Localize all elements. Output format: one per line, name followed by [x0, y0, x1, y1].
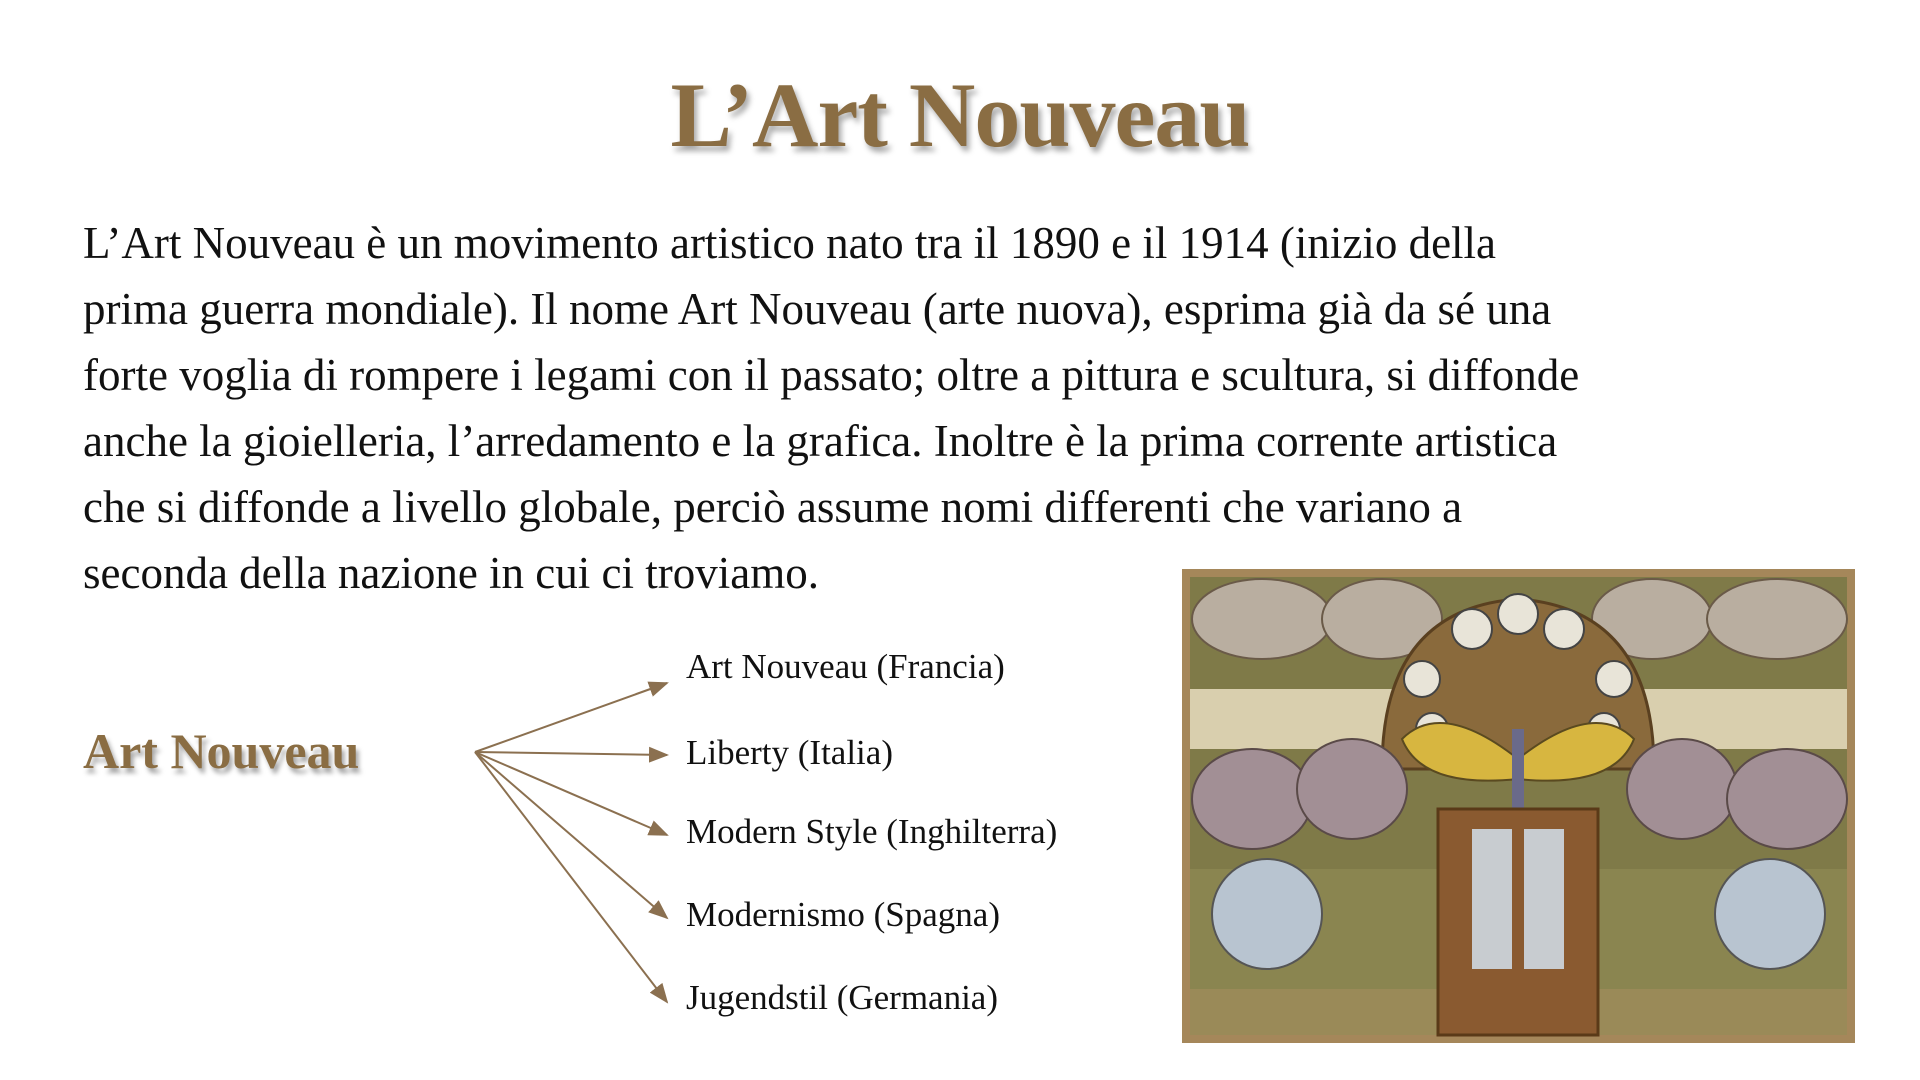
- art-nouveau-illustration: [1182, 569, 1855, 1043]
- paragraph-line: seconda della nazione in cui ci troviamo.: [83, 548, 819, 598]
- name-francia: Art Nouveau (Francia): [686, 647, 1005, 686]
- paragraph-line: che si diffonde a livello globale, perciò assume nomi differenti che variano a: [83, 482, 1463, 532]
- name-inghilterra: Modern Style (Inghilterra): [686, 812, 1058, 851]
- arrow-francia: [475, 683, 667, 752]
- paragraph-line: prima guerra mondiale). Il nome Art Nouveau (arte nuova), esprima già da sé una: [83, 284, 1552, 334]
- paragraph-line: anche la gioielleria, l’arredamento e la grafica. Inoltre è la prima corrente artistica: [83, 416, 1558, 466]
- arrow-inghilterra: [475, 752, 667, 835]
- paragraph-line: L’Art Nouveau è un movimento artistico nato tra il 1890 e il 1914 (inizio della: [83, 218, 1497, 268]
- arrow-italia: [475, 752, 667, 755]
- slide-title: L’Art Nouveau: [670, 64, 1250, 166]
- arrow-germania: [475, 752, 667, 1002]
- paragraph-line: forte voglia di rompere i legami con il passato; oltre a pittura e scultura, si diffonde: [83, 350, 1580, 400]
- name-germania: Jugendstil (Germania): [686, 978, 998, 1017]
- name-italia: Liberty (Italia): [686, 733, 893, 772]
- arrow-spagna: [475, 752, 667, 918]
- name-spagna: Modernismo (Spagna): [686, 895, 1000, 934]
- diagram-source-label: Art Nouveau: [83, 723, 360, 779]
